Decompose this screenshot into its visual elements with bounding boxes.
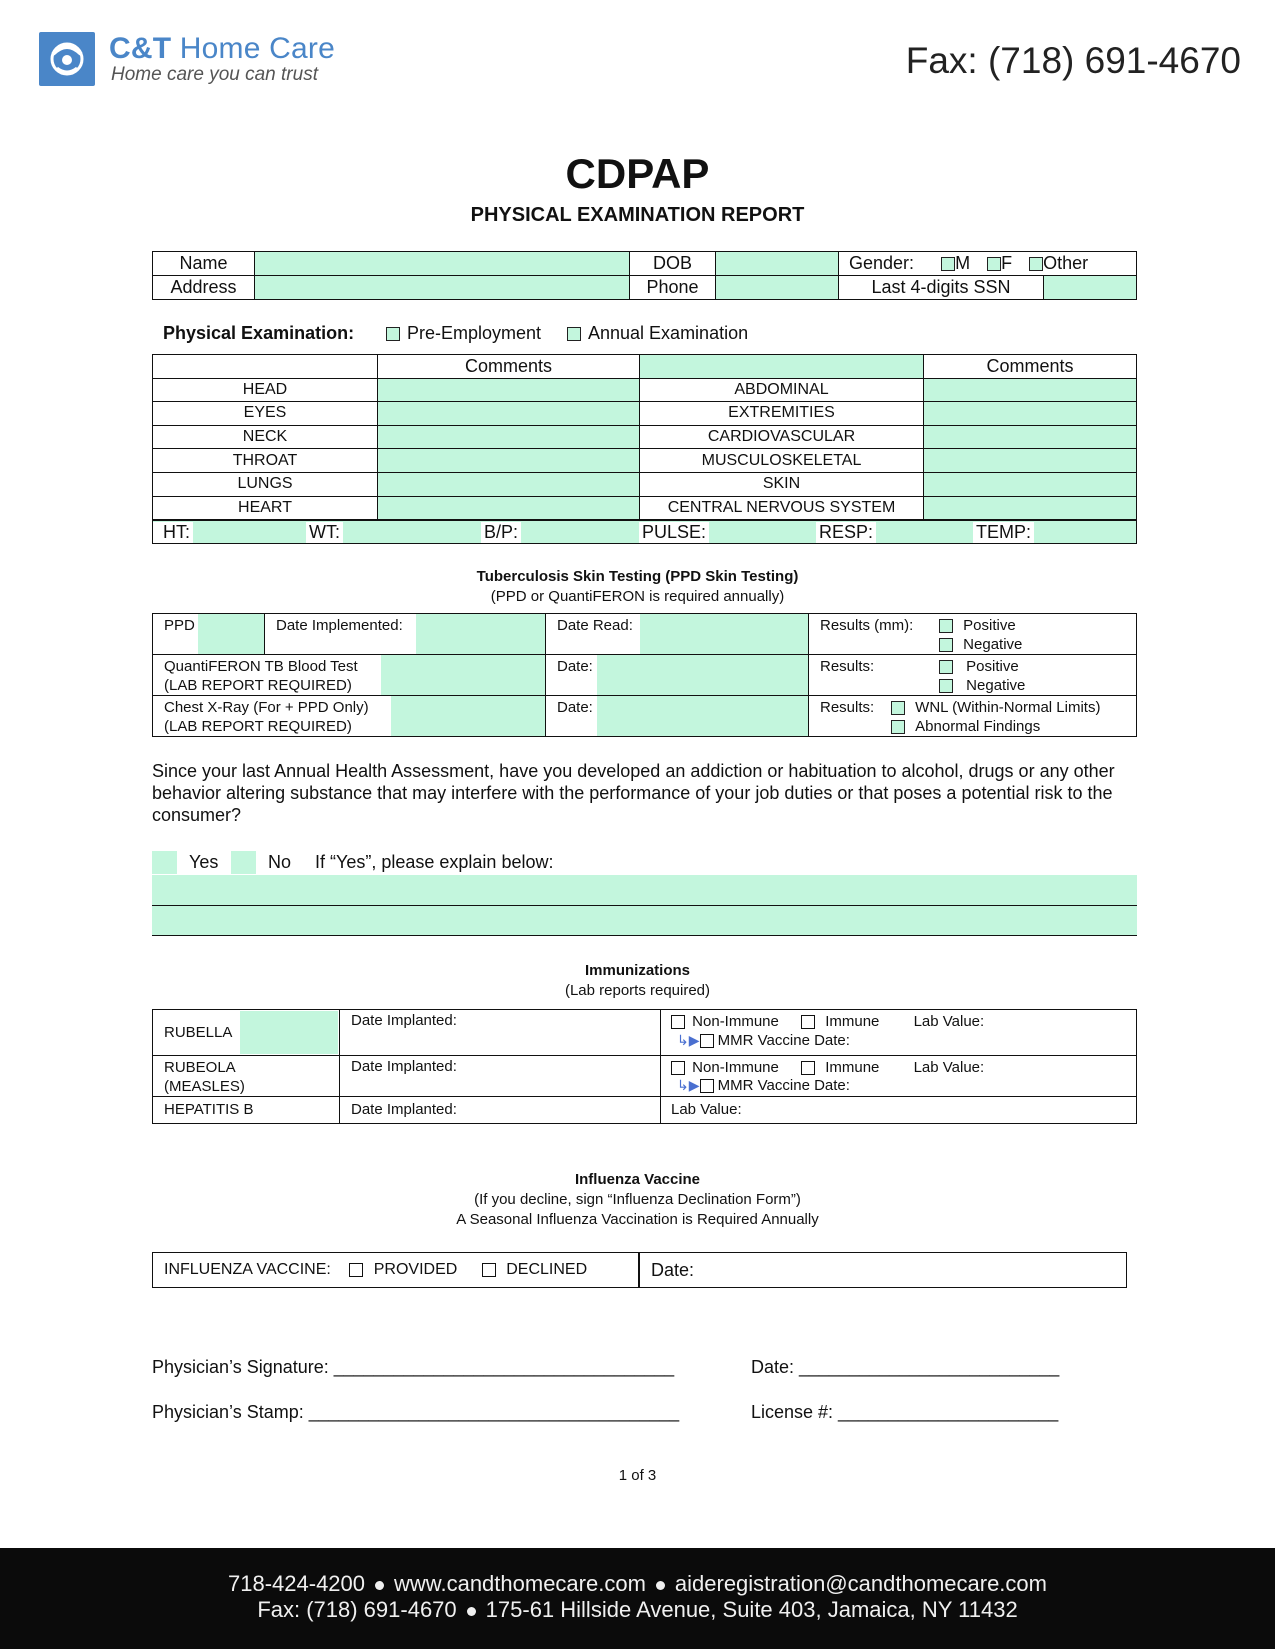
- exam-item-musculoskeletal: MUSCULOSKELETAL: [640, 449, 924, 473]
- heart-comment-field[interactable]: [378, 496, 640, 520]
- page-subtitle: PHYSICAL EXAMINATION REPORT: [470, 204, 805, 226]
- bullet-icon: [656, 1581, 665, 1590]
- rubeola-immune-label: Immune: [825, 1059, 880, 1076]
- date-implemented-label: Date Implemented:: [276, 617, 403, 634]
- rubella-mmr-label: MMR Vaccine Date:: [717, 1032, 850, 1049]
- lungs-comment-field[interactable]: [378, 472, 640, 496]
- ppd-cell: [153, 614, 546, 655]
- gender-other-checkbox[interactable]: [1029, 257, 1043, 271]
- bullet-icon: [467, 1607, 476, 1616]
- bp-label: B/P:: [481, 522, 521, 543]
- address-field[interactable]: [255, 276, 630, 300]
- quantiferon-cell: [153, 655, 546, 696]
- exam-item-lungs: LUNGS: [153, 472, 378, 496]
- quantiferon-date-field[interactable]: [597, 655, 808, 695]
- physician-signature-line[interactable]: Physician’s Signature: __________________________________: [152, 1357, 675, 1377]
- rubeola-status-cell: [661, 1056, 1137, 1097]
- hepb-lab-cell: [661, 1097, 1137, 1124]
- quantiferon-lab-required: (LAB REPORT REQUIRED): [164, 677, 352, 694]
- quantiferon-text: [164, 657, 358, 695]
- provided-label: PROVIDED: [373, 1261, 458, 1278]
- exam-item-heart: HEART: [153, 496, 378, 520]
- skin-comment-field[interactable]: [924, 472, 1137, 496]
- comments-header-left: Comments: [378, 355, 640, 379]
- pulse-label: PULSE:: [639, 522, 709, 543]
- exam-header-blank: [153, 355, 378, 379]
- annual-exam-label: Annual Examination: [588, 323, 749, 343]
- annual-exam-checkbox[interactable]: [567, 327, 581, 341]
- date-read-cell: [546, 614, 809, 655]
- rubella-status-cell: [661, 1010, 1137, 1056]
- dob-label: DOB: [630, 252, 716, 276]
- license-line[interactable]: License #: ______________________: [751, 1402, 1059, 1422]
- ssn-label: Last 4-digits SSN: [839, 276, 1044, 300]
- ppd-results-cell: [809, 614, 1137, 655]
- ppd-label: PPD: [164, 617, 195, 634]
- quant-positive-label: Positive: [966, 658, 1019, 675]
- exam-item-cns: CENTRAL NERVOUS SYSTEM: [640, 496, 924, 520]
- physical-exam-label: Physical Examination:: [163, 323, 355, 343]
- extremities-comment-field[interactable]: [924, 402, 1137, 426]
- ppd-negative-label: Negative: [963, 636, 1023, 653]
- xray-lab-required: (LAB REPORT REQUIRED): [164, 718, 352, 735]
- rubella-non-immune-label: Non-Immune: [692, 1013, 779, 1030]
- xray-field[interactable]: [391, 696, 545, 736]
- abnormal-checkbox[interactable]: [891, 720, 905, 734]
- rubeola-text: [164, 1058, 245, 1096]
- declined-checkbox[interactable]: [482, 1263, 496, 1277]
- rubeola-date-label: Date Implanted:: [351, 1058, 457, 1075]
- exam-item-abdominal: ABDOMINAL: [640, 378, 924, 402]
- influenza-divider: [638, 1252, 640, 1288]
- exam-item-skin: SKIN: [640, 472, 924, 496]
- abnormal-label: Abnormal Findings: [915, 718, 1041, 735]
- rubella-cell: [153, 1010, 340, 1056]
- quantiferon-label: QuantiFERON TB Blood Test: [164, 658, 358, 675]
- rubeola-mmr-checkbox[interactable]: [700, 1079, 714, 1093]
- arrow-icon: ↳▶: [677, 1032, 700, 1048]
- footer-fax: Fax: (718) 691-4670: [257, 1597, 457, 1622]
- declined-label: DECLINED: [506, 1261, 588, 1278]
- rubeola-cell: [153, 1056, 340, 1097]
- temp-label: TEMP:: [973, 522, 1034, 543]
- immunizations-title: Immunizations: [584, 962, 690, 979]
- results-mm-label: Results (mm):: [820, 617, 914, 634]
- substance-question: Since your last Annual Health Assessment, have you developed an addiction or habituation to alcohol, drugs or any other behavior altering substance that may interfere with the performance of your job duties or that poses a potential risk to the consumer?: [152, 761, 1115, 825]
- exam-item-cardiovascular: CARDIOVASCULAR: [640, 425, 924, 449]
- hepb-date-label: Date Implanted:: [351, 1101, 457, 1118]
- identity-table: [152, 251, 1137, 300]
- influenza-title: Influenza Vaccine: [574, 1171, 701, 1188]
- quantiferon-date-cell: [546, 655, 809, 696]
- pre-employment-option[interactable]: [386, 323, 541, 344]
- exam-table: [152, 354, 1137, 520]
- tb-table: [152, 613, 1137, 737]
- xray-date-label: Date:: [557, 699, 593, 716]
- cns-comment-field[interactable]: [924, 496, 1137, 520]
- footer-phone: 718-424-4200: [228, 1571, 366, 1596]
- footer: [0, 1548, 1275, 1649]
- quantiferon-field[interactable]: [381, 655, 545, 695]
- abdominal-comment-field[interactable]: [924, 378, 1137, 402]
- xray-results-label: Results:: [820, 699, 875, 716]
- rubeola-date-cell: [340, 1056, 661, 1097]
- rubella-mmr-checkbox[interactable]: [700, 1034, 714, 1048]
- rubeola-mmr-label: MMR Vaccine Date:: [717, 1077, 850, 1094]
- rubeola-immune-checkbox[interactable]: [801, 1061, 815, 1075]
- gender-cell: [839, 252, 1137, 276]
- rubella-lab-value-label: Lab Value:: [913, 1013, 985, 1030]
- yes-label: Yes: [189, 852, 219, 872]
- name-field[interactable]: [255, 252, 630, 276]
- head-comment-field[interactable]: [378, 378, 640, 402]
- rubella-label: RUBELLA: [164, 1024, 233, 1041]
- cardiovascular-comment-field[interactable]: [924, 425, 1137, 449]
- rubeola-lab-value-label: Lab Value:: [913, 1059, 985, 1076]
- wt-label: WT:: [306, 522, 343, 543]
- page-number: 1 of 3: [618, 1467, 657, 1484]
- rubella-date-label: Date Implanted:: [351, 1012, 457, 1029]
- rubella-immune-checkbox[interactable]: [801, 1015, 815, 1029]
- throat-comment-field[interactable]: [378, 449, 640, 473]
- resp-label: RESP:: [816, 522, 876, 543]
- rubella-date-cell: [340, 1010, 661, 1056]
- brand-name: C&T Home Care: [109, 32, 335, 65]
- date-implemented-field[interactable]: [416, 614, 545, 654]
- explain-label: If “Yes”, please explain below:: [315, 852, 554, 872]
- gender-m-label: M: [955, 253, 971, 273]
- exam-item-eyes: EYES: [153, 402, 378, 426]
- ssn-field[interactable]: [1044, 276, 1137, 300]
- no-checkbox[interactable]: [231, 851, 256, 874]
- date-read-label: Date Read:: [557, 617, 633, 634]
- immunizations-table: [152, 1009, 1137, 1124]
- bullet-icon: [375, 1581, 384, 1590]
- wnl-label: WNL (Within-Normal Limits): [915, 699, 1101, 716]
- rubeola-label: RUBEOLA: [164, 1059, 236, 1076]
- rubeola-non-immune-label: Non-Immune: [692, 1059, 779, 1076]
- xray-cell: [153, 696, 546, 737]
- quant-negative-label: Negative: [966, 677, 1026, 694]
- brand-tagline: Home care you can trust: [111, 64, 318, 85]
- pre-employment-checkbox[interactable]: [386, 327, 400, 341]
- pre-employment-label: Pre-Employment: [407, 323, 542, 343]
- gender-label: Gender:: [849, 253, 915, 273]
- name-label: Name: [153, 252, 255, 276]
- xray-text: [164, 698, 369, 736]
- header-fax: Fax: (718) 691-4670: [905, 40, 1241, 81]
- influenza-box: [152, 1252, 1127, 1288]
- exam-item-extremities: EXTREMITIES: [640, 402, 924, 426]
- rubella-immune-label: Immune: [825, 1013, 880, 1030]
- hepb-label: HEPATITIS B: [164, 1101, 254, 1118]
- gender-f-label: F: [1001, 253, 1013, 273]
- explain-field-line-2[interactable]: [152, 906, 1137, 936]
- footer-website[interactable]: www.candthomecare.com: [394, 1571, 646, 1596]
- rubella-non-immune-checkbox[interactable]: [671, 1015, 685, 1029]
- neck-comment-field[interactable]: [378, 425, 640, 449]
- wnl-checkbox[interactable]: [891, 701, 905, 715]
- xray-date-field[interactable]: [597, 696, 808, 736]
- comments-header-right: Comments: [924, 355, 1137, 379]
- page-title: CDPAP: [565, 150, 710, 197]
- eyes-comment-field[interactable]: [378, 402, 640, 426]
- rubella-field[interactable]: [240, 1011, 338, 1054]
- gender-f-checkbox[interactable]: [987, 257, 1001, 271]
- quant-negative-checkbox[interactable]: [939, 679, 953, 693]
- xray-label: Chest X-Ray (For + PPD Only): [164, 699, 369, 716]
- quant-positive-checkbox[interactable]: [939, 660, 953, 674]
- ht-label: HT:: [153, 522, 193, 543]
- measles-label: (MEASLES): [164, 1078, 245, 1095]
- hepb-date-cell: [340, 1097, 661, 1124]
- xray-results-cell: [809, 696, 1137, 737]
- footer-address: 175-61 Hillside Avenue, Suite 403, Jamaica, NY 11432: [485, 1597, 1018, 1622]
- address-label: Address: [153, 276, 255, 300]
- immunizations-subtitle: (Lab reports required): [564, 982, 711, 999]
- gender-other-label: Other: [1043, 253, 1089, 273]
- quantiferon-results-cell: [809, 655, 1137, 696]
- yes-checkbox[interactable]: [152, 851, 177, 874]
- ppd-divider: [264, 614, 265, 654]
- exam-item-head: HEAD: [153, 378, 378, 402]
- influenza-subtitle-2: A Seasonal Influenza Vaccination is Required Annually: [456, 1211, 819, 1228]
- gender-m-checkbox[interactable]: [941, 257, 955, 271]
- tb-title: Tuberculosis Skin Testing (PPD Skin Testing): [476, 568, 799, 585]
- provided-checkbox[interactable]: [349, 1263, 363, 1277]
- hepb-cell: [153, 1097, 340, 1124]
- influenza-label: INFLUENZA VACCINE:: [164, 1261, 331, 1278]
- physician-stamp-line[interactable]: Physician’s Stamp: _____________________________________: [152, 1402, 680, 1422]
- footer-email[interactable]: aideregistration@candthomecare.com: [674, 1571, 1047, 1596]
- phone-label: Phone: [630, 276, 716, 300]
- vitals-row[interactable]: [152, 520, 1137, 544]
- tb-subtitle: (PPD or QuantiFERON is required annually): [490, 588, 785, 605]
- influenza-date-label: Date:: [651, 1260, 695, 1280]
- arrow-icon: ↳▶: [677, 1077, 700, 1093]
- exam-header-field[interactable]: [640, 355, 924, 379]
- ppd-field[interactable]: [198, 614, 265, 654]
- influenza-subtitle-1: (If you decline, sign “Influenza Declination Form”): [474, 1191, 801, 1208]
- hepb-lab-value-label: Lab Value:: [671, 1101, 742, 1118]
- date-read-field[interactable]: [640, 614, 808, 654]
- exam-item-neck: NECK: [153, 425, 378, 449]
- signature-date-line[interactable]: Date: __________________________: [751, 1357, 1060, 1377]
- musculoskeletal-comment-field[interactable]: [924, 449, 1137, 473]
- explain-field-line-1[interactable]: [152, 875, 1137, 906]
- quantiferon-results-label: Results:: [820, 658, 875, 675]
- rubeola-non-immune-checkbox[interactable]: [671, 1061, 685, 1075]
- phone-field[interactable]: [716, 276, 839, 300]
- dob-field[interactable]: [716, 252, 839, 276]
- ppd-positive-label: Positive: [963, 617, 1016, 634]
- quantiferon-date-label: Date:: [557, 658, 593, 675]
- no-label: No: [268, 852, 292, 872]
- ppd-negative-checkbox[interactable]: [939, 638, 953, 652]
- xray-date-cell: [546, 696, 809, 737]
- annual-exam-option[interactable]: [567, 323, 748, 344]
- exam-item-throat: THROAT: [153, 449, 378, 473]
- company-logo: [39, 32, 95, 86]
- ppd-positive-checkbox[interactable]: [939, 619, 953, 633]
